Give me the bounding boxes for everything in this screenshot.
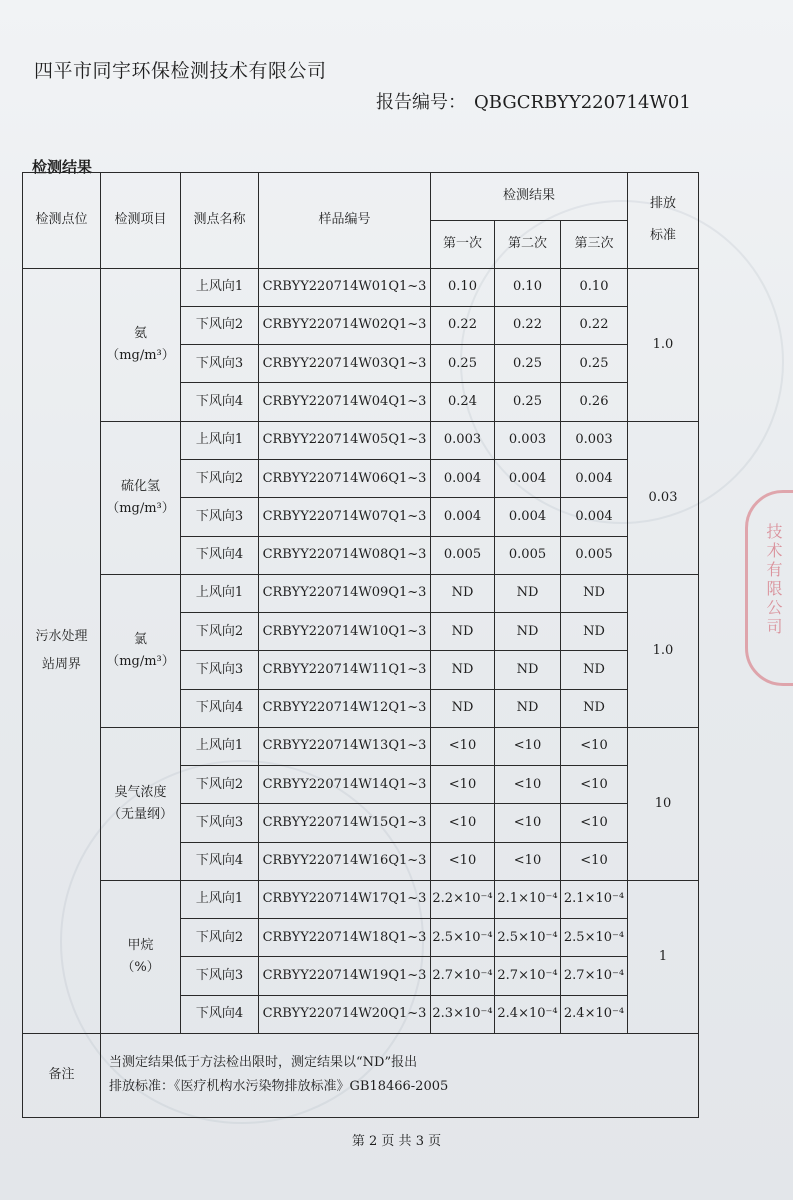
item-unit: （%） xyxy=(121,959,160,975)
result-2-cell: 0.004 xyxy=(495,498,561,536)
result-2-cell: 2.5×10⁻⁴ xyxy=(495,919,561,957)
result-3-cell: ND xyxy=(561,574,628,612)
standard-cell: 10 xyxy=(628,727,699,880)
result-1-cell: 0.005 xyxy=(431,536,495,574)
result-1-cell: 2.2×10⁻⁴ xyxy=(431,880,495,918)
sample-cell: CRBYY220714W06Q1~3 xyxy=(259,459,431,497)
result-2-cell: 0.10 xyxy=(495,268,561,306)
result-1-cell: 2.3×10⁻⁴ xyxy=(431,995,495,1033)
sample-cell: CRBYY220714W08Q1~3 xyxy=(259,536,431,574)
sample-cell: CRBYY220714W13Q1~3 xyxy=(259,727,431,765)
result-2-cell: ND xyxy=(495,689,561,727)
result-2-cell: 2.4×10⁻⁴ xyxy=(495,995,561,1033)
result-1-cell: ND xyxy=(431,613,495,651)
sample-cell: CRBYY220714W03Q1~3 xyxy=(259,345,431,383)
sample-cell: CRBYY220714W20Q1~3 xyxy=(259,995,431,1033)
item-name: 硫化氢 xyxy=(120,478,160,494)
company-stamp-text: 技术有限公司 xyxy=(764,523,783,637)
remark-text xyxy=(101,1033,699,1117)
item-name: 氨 xyxy=(133,325,147,341)
item-cell xyxy=(101,421,181,574)
company-name: 四平市同宇环保检测技术有限公司 xyxy=(34,60,327,82)
result-3-cell: <10 xyxy=(561,842,628,880)
remark-label: 备注 xyxy=(23,1033,101,1117)
result-1-cell: 0.004 xyxy=(431,459,495,497)
item-unit: （mg/m³） xyxy=(106,347,175,363)
location-cell xyxy=(23,268,101,1033)
remark-line1: 当测定结果低于方法检出限时，测定结果以“ND”报出 xyxy=(109,1054,418,1070)
result-2-cell: <10 xyxy=(495,842,561,880)
result-1-cell: ND xyxy=(431,574,495,612)
result-1-cell: 0.004 xyxy=(431,498,495,536)
remark-line2: 排放标准：《医疗机构水污染物排放标准》GB18466-2005 xyxy=(109,1079,449,1095)
point-cell: 下风向2 xyxy=(181,613,259,651)
table-row xyxy=(23,268,699,306)
page-footer: 第 2 页 共 3 页 xyxy=(351,1134,442,1149)
item-unit: （无量纲） xyxy=(107,806,173,822)
point-cell: 下风向4 xyxy=(181,536,259,574)
result-3-cell: 2.7×10⁻⁴ xyxy=(561,957,628,995)
sample-cell: CRBYY220714W11Q1~3 xyxy=(259,651,431,689)
result-2-cell: ND xyxy=(495,651,561,689)
result-2-cell: 0.25 xyxy=(495,345,561,383)
point-cell: 下风向4 xyxy=(181,689,259,727)
remark-row xyxy=(23,1033,699,1117)
result-1-cell: 0.10 xyxy=(431,268,495,306)
result-3-cell: <10 xyxy=(561,804,628,842)
result-2-cell: 2.7×10⁻⁴ xyxy=(495,957,561,995)
report-number xyxy=(376,88,691,114)
table-row xyxy=(23,421,699,459)
point-cell: 下风向2 xyxy=(181,459,259,497)
point-cell: 下风向4 xyxy=(181,383,259,421)
result-3-cell: 2.5×10⁻⁴ xyxy=(561,919,628,957)
sample-cell: CRBYY220714W05Q1~3 xyxy=(259,421,431,459)
header-sample: 样品编号 xyxy=(259,173,431,269)
report-number-label: 报告编号： xyxy=(376,92,466,113)
result-2-cell: 0.22 xyxy=(495,306,561,344)
sample-cell: CRBYY220714W15Q1~3 xyxy=(259,804,431,842)
report-number-value: QBGCRBYY220714W01 xyxy=(474,92,691,113)
sample-cell: CRBYY220714W17Q1~3 xyxy=(259,880,431,918)
result-3-cell: 2.4×10⁻⁴ xyxy=(561,995,628,1033)
result-1-cell: <10 xyxy=(431,727,495,765)
point-cell: 下风向3 xyxy=(181,804,259,842)
header-point: 测点名称 xyxy=(181,173,259,269)
result-2-cell: <10 xyxy=(495,766,561,804)
result-3-cell: <10 xyxy=(561,766,628,804)
sample-cell: CRBYY220714W02Q1~3 xyxy=(259,306,431,344)
result-3-cell: 0.25 xyxy=(561,345,628,383)
result-3-cell: 0.005 xyxy=(561,536,628,574)
location-line1: 污水处理 xyxy=(35,628,88,644)
sample-cell: CRBYY220714W12Q1~3 xyxy=(259,689,431,727)
header-results: 检测结果 xyxy=(431,173,628,221)
result-3-cell: ND xyxy=(561,651,628,689)
result-2-cell: ND xyxy=(495,574,561,612)
result-2-cell: 0.005 xyxy=(495,536,561,574)
item-unit: （mg/m³） xyxy=(106,653,175,669)
table-row xyxy=(23,880,699,918)
header-item: 检测项目 xyxy=(101,173,181,269)
result-3-cell: 0.26 xyxy=(561,383,628,421)
header-standard xyxy=(628,173,699,269)
header-round-2: 第二次 xyxy=(495,220,561,268)
result-2-cell: 0.004 xyxy=(495,459,561,497)
item-cell xyxy=(101,727,181,880)
item-name: 氯 xyxy=(133,631,147,647)
point-cell: 下风向3 xyxy=(181,651,259,689)
header-standard-line1: 排放 xyxy=(649,196,676,212)
point-cell: 上风向1 xyxy=(181,421,259,459)
header-standard-line2: 标准 xyxy=(649,228,676,244)
section-title: 检测结果 xyxy=(32,158,93,176)
point-cell: 上风向1 xyxy=(181,574,259,612)
result-3-cell: 0.10 xyxy=(561,268,628,306)
result-1-cell: 2.5×10⁻⁴ xyxy=(431,919,495,957)
standard-cell: 1 xyxy=(628,880,699,1033)
result-3-cell: ND xyxy=(561,613,628,651)
result-3-cell: ND xyxy=(561,689,628,727)
sample-cell: CRBYY220714W14Q1~3 xyxy=(259,766,431,804)
result-2-cell: <10 xyxy=(495,727,561,765)
item-name: 甲烷 xyxy=(127,937,154,953)
result-1-cell: <10 xyxy=(431,842,495,880)
result-2-cell: ND xyxy=(495,613,561,651)
point-cell: 上风向1 xyxy=(181,727,259,765)
standard-cell: 1.0 xyxy=(628,574,699,727)
standard-cell: 1.0 xyxy=(628,268,699,421)
point-cell: 下风向2 xyxy=(181,766,259,804)
sample-cell: CRBYY220714W18Q1~3 xyxy=(259,919,431,957)
sample-cell: CRBYY220714W07Q1~3 xyxy=(259,498,431,536)
sample-cell: CRBYY220714W04Q1~3 xyxy=(259,383,431,421)
result-2-cell: 2.1×10⁻⁴ xyxy=(495,880,561,918)
result-1-cell: ND xyxy=(431,689,495,727)
item-unit: （mg/m³） xyxy=(106,500,175,516)
sample-cell: CRBYY220714W19Q1~3 xyxy=(259,957,431,995)
result-1-cell: ND xyxy=(431,651,495,689)
point-cell: 下风向4 xyxy=(181,995,259,1033)
header-round-1: 第一次 xyxy=(431,220,495,268)
point-cell: 上风向1 xyxy=(181,880,259,918)
point-cell: 下风向3 xyxy=(181,498,259,536)
point-cell: 下风向4 xyxy=(181,842,259,880)
sample-cell: CRBYY220714W01Q1~3 xyxy=(259,268,431,306)
sample-cell: CRBYY220714W10Q1~3 xyxy=(259,613,431,651)
standard-cell: 0.03 xyxy=(628,421,699,574)
result-1-cell: 0.22 xyxy=(431,306,495,344)
result-1-cell: 0.25 xyxy=(431,345,495,383)
table-row xyxy=(23,727,699,765)
point-cell: 下风向2 xyxy=(181,306,259,344)
result-3-cell: 0.22 xyxy=(561,306,628,344)
result-2-cell: 0.25 xyxy=(495,383,561,421)
point-cell: 下风向3 xyxy=(181,345,259,383)
result-3-cell: 0.004 xyxy=(561,459,628,497)
result-3-cell: 2.1×10⁻⁴ xyxy=(561,880,628,918)
item-cell xyxy=(101,880,181,1033)
point-cell: 下风向2 xyxy=(181,919,259,957)
point-cell: 下风向3 xyxy=(181,957,259,995)
table-row xyxy=(23,574,699,612)
result-2-cell: 0.003 xyxy=(495,421,561,459)
result-3-cell: 0.003 xyxy=(561,421,628,459)
sample-cell: CRBYY220714W16Q1~3 xyxy=(259,842,431,880)
header-row xyxy=(23,173,699,221)
result-1-cell: 2.7×10⁻⁴ xyxy=(431,957,495,995)
result-3-cell: <10 xyxy=(561,727,628,765)
item-cell xyxy=(101,268,181,421)
result-1-cell: <10 xyxy=(431,766,495,804)
item-cell xyxy=(101,574,181,727)
item-name: 臭气浓度 xyxy=(114,784,167,800)
company-stamp xyxy=(745,490,793,686)
header-round-3: 第三次 xyxy=(561,220,628,268)
result-2-cell: <10 xyxy=(495,804,561,842)
header-location: 检测点位 xyxy=(23,173,101,269)
sample-cell: CRBYY220714W09Q1~3 xyxy=(259,574,431,612)
results-table xyxy=(22,172,699,1118)
result-3-cell: 0.004 xyxy=(561,498,628,536)
result-1-cell: 0.003 xyxy=(431,421,495,459)
point-cell: 上风向1 xyxy=(181,268,259,306)
location-line2: 站周界 xyxy=(41,656,81,672)
result-1-cell: <10 xyxy=(431,804,495,842)
result-1-cell: 0.24 xyxy=(431,383,495,421)
